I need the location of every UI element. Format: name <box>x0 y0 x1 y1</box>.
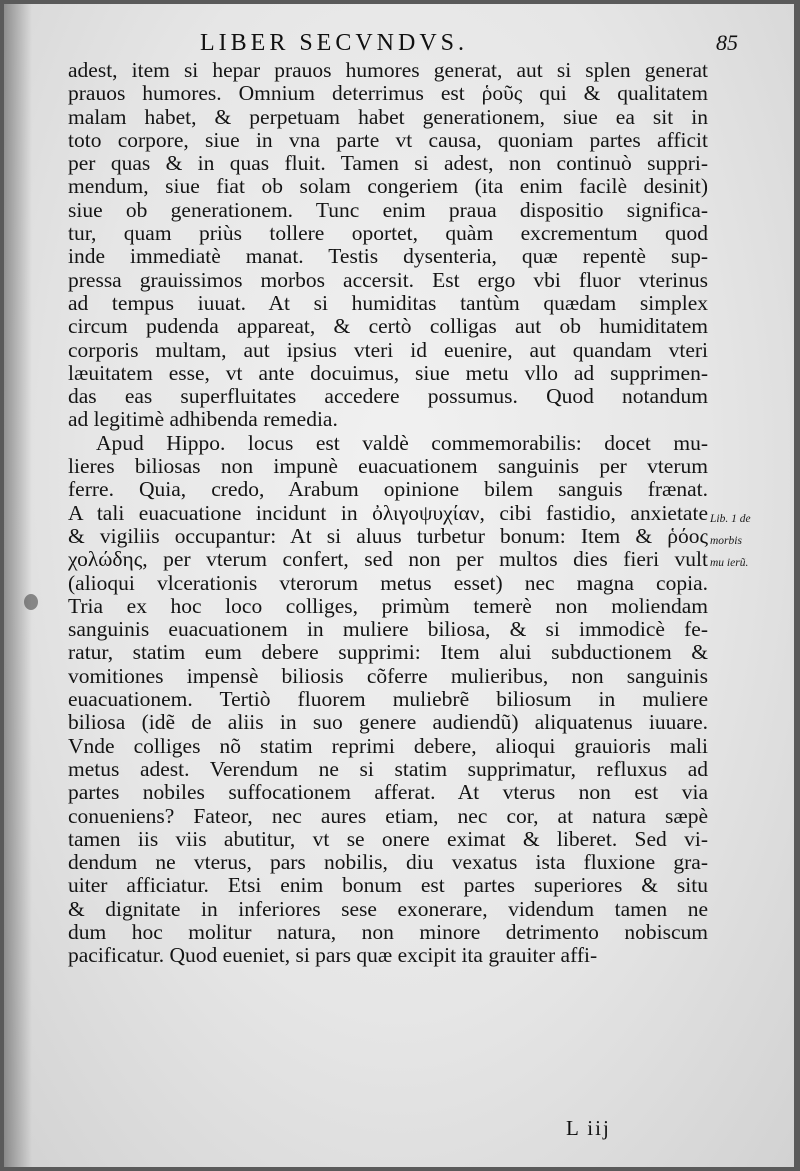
text-line: corporis multam, aut ipsius vteri id euenire, aut quandam vteri <box>68 337 708 362</box>
text-line: ferre. Quia, credo, Arabum opinione bilem sanguis frænat. <box>68 477 708 502</box>
running-head: LIBER SECVNDVS. <box>200 30 469 56</box>
text-line: inde immediatè manat. Testis dysenteria, quæ repentè sup- <box>68 244 708 269</box>
marginal-note-line: morbis <box>710 535 742 547</box>
text-line: mendum, siue fiat ob solam congeriem (ita enim facilè desinit) <box>68 174 708 199</box>
marginal-note-line: Lib. 1 de <box>710 513 751 525</box>
text-line: sanguinis euacuationem in muliere biliosa, & si immodicè fe- <box>68 617 708 642</box>
text-line: siue ob generationem. Tunc enim praua dispositio significa- <box>68 197 708 222</box>
text-line: per quas & in quas fluit. Tamen si adest, non continuò suppri- <box>68 151 708 176</box>
text-line: uiter afficiatur. Etsi enim bonum est partes superiores & situ <box>68 873 708 898</box>
text-line: euacuationem. Tertiò fluorem muliebrẽ biliosum in muliere <box>68 687 708 712</box>
text-line: metus adest. Verendum ne si statim supprimatur, refluxus ad <box>68 756 708 781</box>
text-line: læuitatem esse, vt ante docuimus, siue metu vllo ad supprimen- <box>68 360 708 385</box>
text-line: Apud Hippo. locus est valdè commemorabilis: docet mu- <box>96 430 708 455</box>
text-line: prauos humores. Omnium deterrimus est ῥοῦς qui & qualitatem <box>68 81 708 106</box>
page-number: 85 <box>716 30 738 55</box>
text-line: dum hoc molitur natura, non minore detrimento nobiscum <box>68 919 708 944</box>
page-header <box>4 30 794 60</box>
text-line: (alioqui vlcerationis vterorum metus esset) nec magna copia. <box>68 570 708 595</box>
book-page <box>4 4 794 1167</box>
text-line: dendum ne vterus, pars nobilis, diu vexatus ista fluxione gra- <box>68 850 708 875</box>
text-line: ratur, statim eum debere supprimi: Item alui subductionem & <box>68 640 708 665</box>
text-line: χολώδης, per vterum confert, sed non per multos dies fieri vult <box>68 547 708 572</box>
text-line: ad legitimè adhibenda remedia. <box>68 407 338 432</box>
text-line: malam habet, & perpetuam habet generationem, siue ea sit in <box>68 104 708 129</box>
text-line: circum pudenda appareat, & certò colligas aut ob humiditatem <box>68 314 708 339</box>
body-text <box>68 59 708 968</box>
text-line: ad tempus iuuat. At si humiditas tantùm quædam simplex <box>68 290 708 315</box>
text-line: adest, item si hepar prauos humores generat, aut si splen generat <box>68 58 708 82</box>
text-line: conueniens? Fateor, nec aures etiam, nec cor, at natura sæpè <box>68 803 708 828</box>
text-line: tamen iis viis abutitur, vt se onere eximat & liberet. Sed vi- <box>68 826 708 851</box>
text-line: Vnde colliges nõ statim reprimi debere, alioqui grauioris mali <box>68 733 708 758</box>
text-line: lieres biliosas non impunè euacuationem sanguinis per vterum <box>68 454 708 479</box>
text-line: & vigiliis occupantur: At si aluus turbetur bonum: Item & ῥόος <box>68 523 708 548</box>
marginal-note-line: mu ierũ. <box>710 557 749 569</box>
text-line: vomitiones impensè biliosis cõferre mulieribus, non sanguinis <box>68 663 708 688</box>
text-line: toto corpore, siue in vna parte vt causa, quoniam partes afficit <box>68 127 708 152</box>
text-line: pressa grauissimos morbos accersit. Est ergo vbi fluor vterinus <box>68 267 708 292</box>
text-line: biliosa (idẽ de aliis in suo genere audiendũ) aliquatenus iuuare. <box>68 710 708 735</box>
text-line: & dignitate in inferiores sese exonerare, videndum tamen ne <box>68 896 708 921</box>
text-line: A tali euacuatione incidunt in ὀλιγοψυχίαν, cibi fastidio, anxietate <box>68 500 708 525</box>
ink-blot <box>24 594 38 610</box>
signature-mark: L iij <box>566 1116 611 1140</box>
text-line: Tria ex hoc loco colliges, primùm temerè non moliendam <box>68 593 708 618</box>
text-line: tur, quam priùs tollere oportet, quàm excrementum quod <box>68 221 708 246</box>
text-line: das eas superfluitates accedere possumus. Quod notandum <box>68 384 708 409</box>
gutter-shadow <box>4 4 32 1167</box>
marginal-note <box>710 508 780 574</box>
text-line: partes nobiles suffocationem afferat. At vterus non est via <box>68 780 708 805</box>
text-line: pacificatur. Quod eueniet, si pars quæ excipit ita grauiter affi- <box>68 943 598 968</box>
